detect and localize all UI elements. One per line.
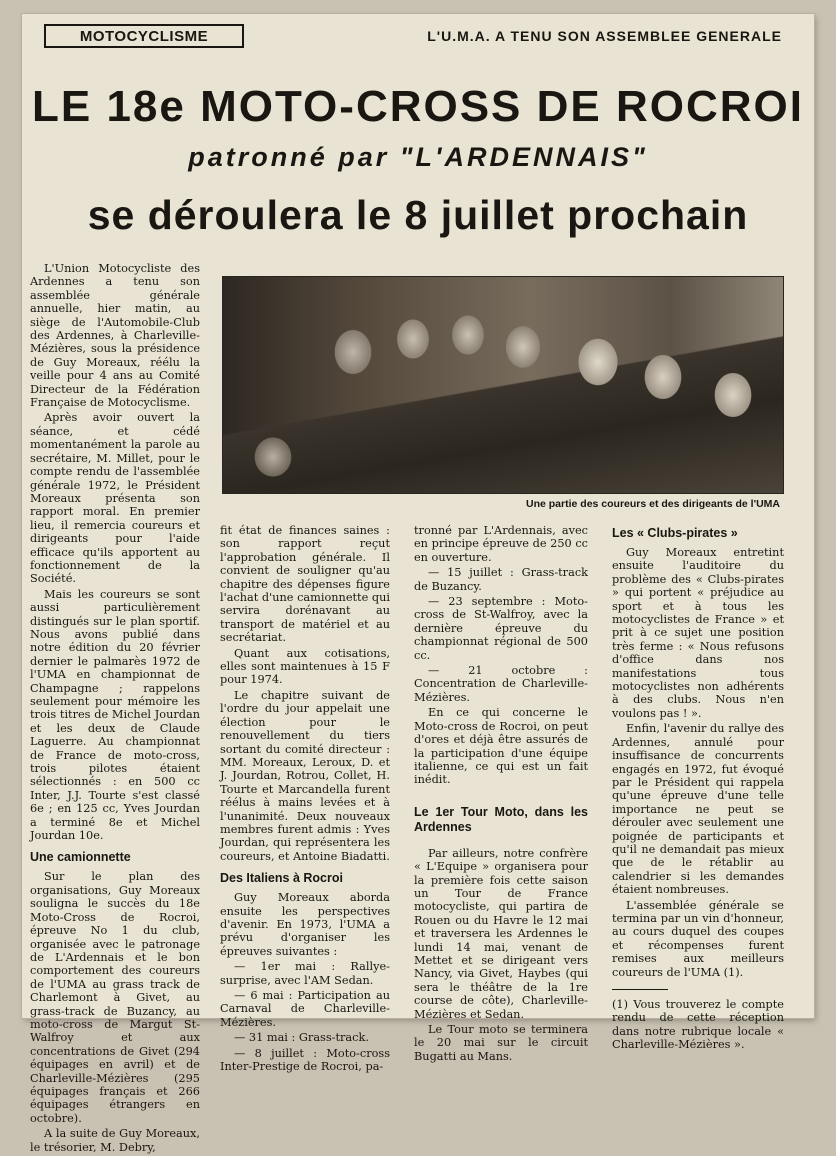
paragraph: Le chapitre suivant de l'ordre du jour appelait une élection pour le renouvellement du tiers sortant du comité directeur : MM. Moreaux, Leroux, D. et J. Jourdan, Rotrou, Collet, H. Tourte et Marcandella furent réélus à mains levées et à l'unanimité. Deux nouveaux membres furent admis : Yves Jourdan, qui représentera les coureurs, et Antoine Biadatti.	[220, 688, 390, 863]
paragraph: — 6 mai : Participation au Carnaval de Charleville-Mézières.	[220, 989, 390, 1029]
footnote: (1) Vous trouverez le compte rendu de cette réception dans notre rubrique locale « Charleville-Mézières ».	[612, 998, 784, 1052]
main-headline: LE 18e MOTO-CROSS DE ROCROI	[32, 82, 804, 131]
paragraph: Guy Moreaux entretint ensuite l'auditoire du problème des « Clubs-pirates » qui portent « préjudice au sport et à tous les motocyclistes de France » et prit à ce sujet une position très ferme : « Nous refusons d'office dans nos manifestations tous motocyclistes non adhérents à des clubs. Nous n'en voulons pas ! ».	[612, 546, 784, 720]
paragraph: — 15 juillet : Grass-track de Buzancy.	[414, 566, 588, 593]
subheading-clubs-pirates: Les « Clubs-pirates »	[612, 526, 738, 540]
column-3	[414, 524, 588, 1065]
paragraph: L'assemblée générale se termina par un vin d'honneur, au cours duquel des coupes et récompenses furent remises aux meilleurs coureurs de l'UMA (1).	[612, 898, 784, 979]
photo-caption: Une partie des coureurs et des dirigeants de l'UMA	[526, 498, 780, 510]
paragraph: — 23 septembre : Moto-cross de St-Walfroy, avec la dernière épreuve du championnat régional de 500 cc.	[414, 595, 588, 662]
paragraph: L'Union Motocycliste des Ardennes a tenu son assemblée générale annuelle, hier matin, au siège de l'Automobile-Club des Ardennes, à Charleville-Mézières, sous la présidence de Guy Moreaux, réélu la veille pour 4 ans au Comité Directeur de la Fédération Française de Motocyclisme.	[30, 262, 200, 410]
paragraph: — 8 juillet : Moto-cross Inter-Prestige de Rocroi, pa-	[220, 1046, 390, 1074]
kicker-headline: L'U.M.A. A TENU SON ASSEMBLEE GENERALE	[427, 28, 782, 44]
paragraph: — 1er mai : Rallye-surprise, avec l'AM Sedan.	[220, 960, 390, 987]
subheading-tour-moto: Le 1er Tour Moto, dans les Ardennes	[414, 804, 588, 834]
sub-headline: patronné par "L'ARDENNAIS"	[188, 142, 648, 172]
section-rubric: MOTOCYCLISME	[44, 24, 244, 48]
newspaper-clipping	[22, 14, 814, 1154]
paragraph: fit état de finances saines : son rapport reçut l'approbation générale. Il convient de souligner qu'au chapitre des dépenses figure l'achat d'une camionnette qui servira dorénavant au transport de matériel et au secrétariat.	[220, 524, 390, 645]
headline-date: se déroulera le 8 juillet prochain	[87, 192, 749, 238]
subheading-italiens: Des Italiens à Rocroi	[220, 871, 343, 886]
column-2	[220, 524, 390, 1075]
paragraph: Sur le plan des organisations, Guy Moreaux souligna le succès du 18e Moto-Cross de Rocroi, épreuve No 1 du club, organisée avec le patronage de L'Ardennais et le bon comportement des coureurs de l'UMA au grass track de Charlemont à Givet, au grass-track de Buzancy, au moto-cross de Margut St-Walfroy et aux concentrations de Givet (294 équipages en avril) et de Charleville-Mézières (295 équipages français et 266 équipages étrangers en octobre).	[30, 870, 200, 1125]
paragraph: A la suite de Guy Moreaux, le trésorier, M. Debry,	[30, 1127, 200, 1154]
paragraph: — 21 octobre : Concentration de Charleville-Mézières.	[414, 664, 588, 704]
paragraph: Quant aux cotisations, elles sont maintenues à 15 F pour 1974.	[220, 646, 390, 687]
paragraph: Mais les coureurs se sont aussi particulièrement distingués sur le plan sportif. Nous avons publié dans notre édition du 20 février dernier le palmarès 1972 de l'UMA en championnat de Champagne ; rappelons seulement pour mémoire les trois titres de Michel Jourdan et les deux de Claude Laguerre. Au championnat de France de moto-cross, trois pilotes étaient sélectionnés : en 500 cc Inter, J.J. Tourte s'est classé 6e ; en 125 cc, Yves Jourdan a terminé 8e et Michel Jourdan 10e.	[30, 587, 200, 843]
paragraph: tronné par L'Ardennais, avec en principe épreuve de 250 cc en ouverture.	[414, 524, 588, 564]
column-1	[30, 262, 200, 1156]
group-photo	[222, 276, 784, 494]
paragraph: En ce qui concerne le Moto-cross de Rocroi, on peut d'ores et déjà être assurés de la participation d'une équipe italienne, ce qui est un fait inédit.	[414, 706, 588, 787]
subheading-camionnette: Une camionnette	[30, 850, 131, 865]
column-4	[612, 524, 784, 1054]
paragraph: Après avoir ouvert la séance, et cédé momentanément la parole au secrétaire, M. Millet, pour le compte rendu de l'assemblée générale 1972, le Président Moreaux présenta son rapport moral. En premier lieu, il remercia coureurs et dirigeants pour l'aide efficace qu'ils apportent au fonctionnement de la Société.	[30, 411, 200, 586]
paragraph: Par ailleurs, notre confrère « L'Equipe » organisera pour la première fois cette saison un Tour de France motocycliste, qui partira de Rouen ou du Havre le 12 mai et traversera les Ardennes le lundi 14 mai, venant de Mettet et se dirigeant vers Nancy, via Givet, Haybes (qui sera le théâtre de la 1re course de côte), Charleville-Mézières et Sedan.	[414, 846, 588, 1021]
paragraph: — 31 mai : Grass-track.	[234, 1031, 369, 1045]
footnote-divider	[612, 989, 668, 990]
paragraph: Le Tour moto se terminera le 20 mai sur le circuit Bugatti au Mans.	[414, 1023, 588, 1063]
paragraph: Enfin, l'avenir du rallye des Ardennes, annulé pour insuffisance de concurrents engagés en 1972, fut évoqué par le Président qui rappela qu'une épreuve d'une telle importance ne peut se dérouler avec seulement une poignée de participants et qu'il ne demandait pas mieux que de le rétablir au calendrier si les demandes étaient nombreuses.	[612, 722, 784, 897]
paragraph: Guy Moreaux aborda ensuite les perspectives d'avenir. En 1973, l'UMA a prévu d'organiser les épreuves suivantes :	[220, 891, 390, 958]
